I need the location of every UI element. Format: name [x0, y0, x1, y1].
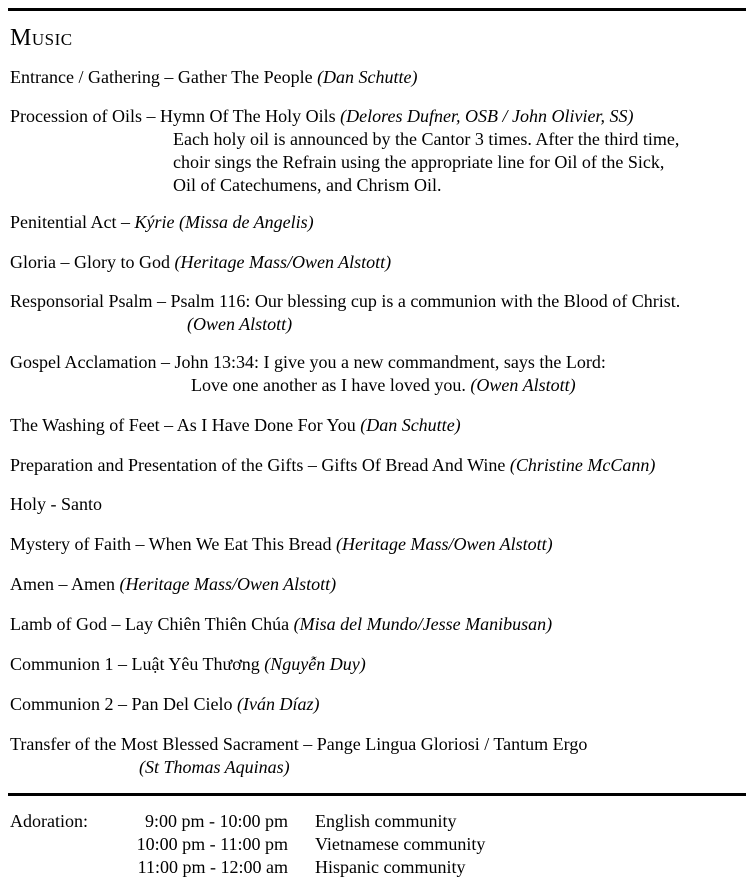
entry-part: Procession of Oils – Hymn Of The Holy Oils — [10, 106, 341, 126]
adoration-row — [10, 810, 570, 833]
entry-part: The Washing of Feet – As I Have Done For You — [10, 415, 361, 435]
entry-verse: Love one another as I have loved you. — [191, 375, 471, 395]
entry-credit: (Heritage Mass/Owen Alstott) — [336, 534, 553, 554]
adoration-row — [10, 856, 570, 879]
entry-credit: (Heritage Mass/Owen Alstott) — [174, 252, 392, 272]
adoration-time: 9:00 pm - 10:00 pm — [145, 811, 288, 831]
entry-credit: (Nguyễn Duy) — [264, 654, 366, 674]
music-entry-preparation-of-gifts — [10, 454, 655, 477]
entry-part: Lamb of God – Lay Chiên Thiên Chúa — [10, 614, 294, 634]
entry-part: Mystery of Faith – When We Eat This Bread — [10, 534, 336, 554]
entry-credit: (Owen Alstott) — [470, 375, 576, 395]
adoration-time: 10:00 pm - 11:00 pm — [136, 834, 288, 854]
music-entry-gospel-acclamation — [10, 351, 606, 397]
entry-note-line: Oil of Catechumens, and Chrism Oil. — [173, 175, 442, 195]
top-rule — [8, 8, 746, 11]
entry-credit: Kýrie (Missa de Angelis) — [134, 212, 314, 232]
bottom-rule — [8, 793, 746, 796]
entry-part: Responsorial Psalm – Psalm 116: Our blessing cup is a communion with the Blood of Christ. — [10, 291, 681, 311]
music-entry-communion-2 — [10, 693, 319, 716]
music-entry-lamb-of-god — [10, 613, 552, 636]
entry-credit: (St Thomas Aquinas) — [139, 757, 290, 777]
music-entry-entrance — [10, 66, 418, 89]
entry-part: Preparation and Presentation of the Gifts – Gifts Of Bread And Wine — [10, 455, 510, 475]
entry-part: Gloria – Glory to God — [10, 252, 175, 272]
music-entry-washing-of-feet — [10, 414, 461, 437]
music-entry-responsorial-psalm — [10, 290, 680, 336]
adoration-row — [10, 833, 570, 856]
music-entry-gloria — [10, 251, 391, 274]
music-entry-amen — [10, 573, 336, 596]
entry-note-line: choir sings the Refrain using the appropriate line for Oil of the Sick, — [173, 152, 665, 172]
music-entry-procession-of-oils — [10, 105, 679, 197]
entry-credit: (Iván Díaz) — [237, 694, 320, 714]
adoration-schedule — [10, 810, 570, 879]
entry-part: Transfer of the Most Blessed Sacrament – Pange Lingua Gloriosi / Tantum Ergo — [10, 734, 588, 754]
adoration-time: 11:00 pm - 12:00 am — [137, 857, 288, 877]
entry-part: Penitential Act – — [10, 212, 135, 232]
entry-credit: (Heritage Mass/Owen Alstott) — [119, 574, 337, 594]
entry-part: Holy - Santo — [10, 494, 102, 514]
entry-note-line: Each holy oil is announced by the Cantor 3 times. After the third time, — [173, 129, 680, 149]
entry-credit: (Dan Schutte) — [360, 415, 461, 435]
adoration-label: Adoration: — [10, 811, 88, 831]
adoration-community: Hispanic community — [315, 857, 466, 877]
music-entry-holy — [10, 493, 102, 516]
entry-part: Communion 1 – Luật Yêu Thương — [10, 654, 265, 674]
adoration-community: English community — [315, 811, 457, 831]
music-entry-mystery-of-faith — [10, 533, 553, 556]
entry-credit: (Delores Dufner, OSB / John Olivier, SS) — [340, 106, 634, 126]
music-entry-communion-1 — [10, 653, 366, 676]
adoration-community: Vietnamese community — [315, 834, 486, 854]
entry-part: Communion 2 – Pan Del Cielo — [10, 694, 237, 714]
entry-part: Entrance / Gathering – Gather The People — [10, 67, 318, 87]
entry-part: Gospel Acclamation – John 13:34: I give you a new commandment, says the Lord: — [10, 352, 606, 372]
section-heading: Music — [10, 25, 73, 51]
entry-credit: (Misa del Mundo/Jesse Manibusan) — [293, 614, 553, 634]
entry-part: Amen – Amen — [10, 574, 120, 594]
music-entry-transfer — [10, 733, 587, 779]
entry-credit: (Owen Alstott) — [187, 314, 293, 334]
entry-credit: (Christine McCann) — [509, 455, 656, 475]
entry-credit: (Dan Schutte) — [317, 67, 418, 87]
music-entry-penitential-act — [10, 211, 314, 234]
